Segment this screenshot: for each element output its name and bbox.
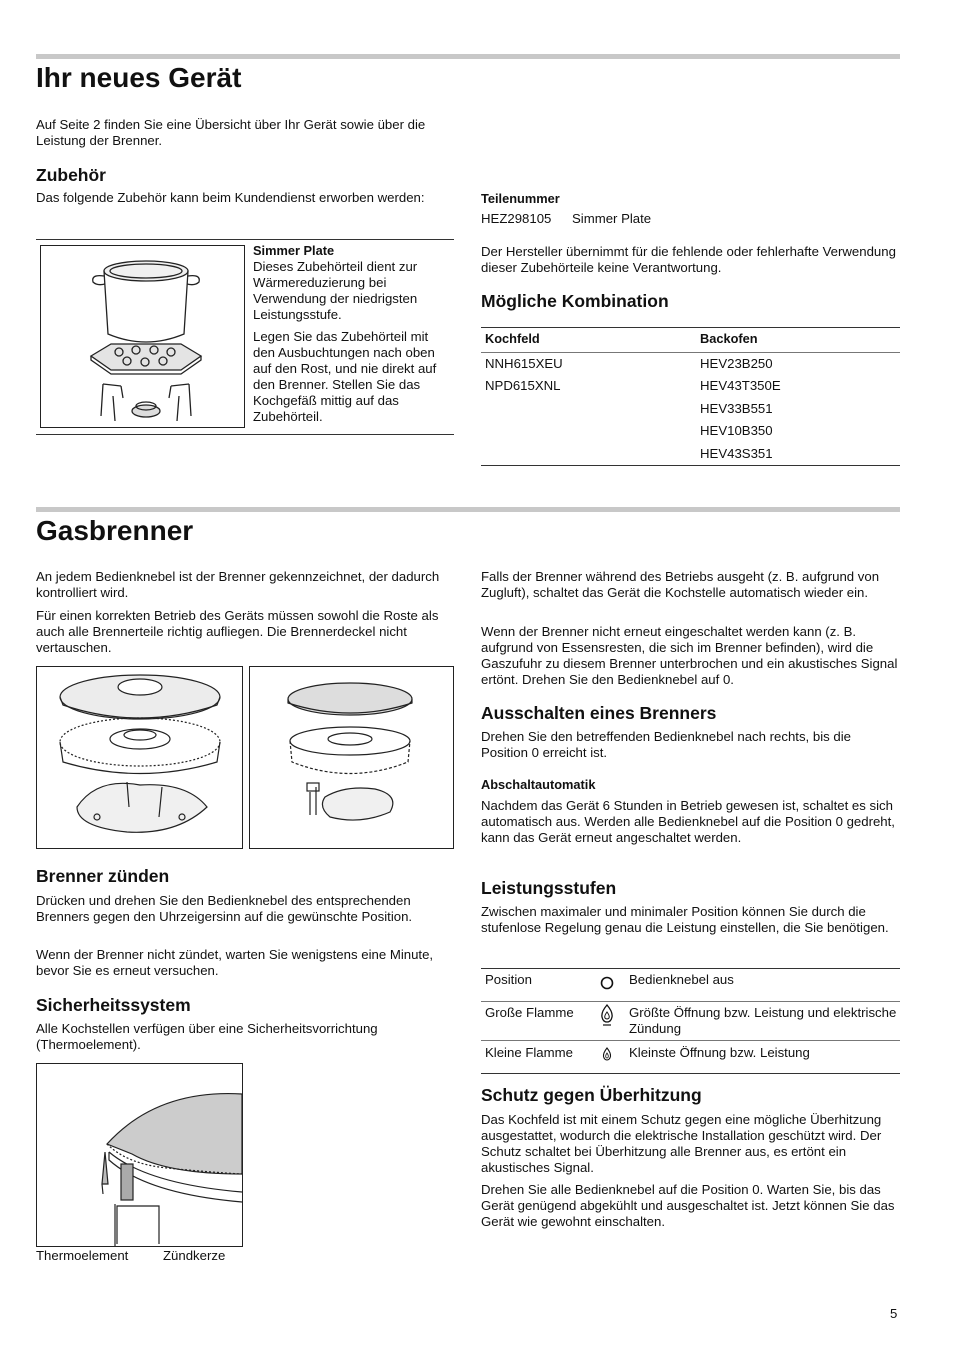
table-cell: NNH615XEU <box>485 356 563 371</box>
heading-sicherheitssystem: Sicherheitssystem <box>36 995 191 1015</box>
teilenummer-name: Simmer Plate <box>572 211 652 226</box>
right-text-2: Wenn der Brenner nicht erneut eingeschaltet werden kann (z. B. aufgrund von Essensresten, die sich im Brenner befinden), wird die Gaszufuhr zu diesem Brenner unterbrochen und ein akustisches Signal ertönt. Drehen Sie den Bedienknebel auf 0. <box>481 624 898 687</box>
large-flame-icon <box>600 1004 614 1026</box>
power-row-desc: Kleinste Öffnung bzw. Leistung <box>629 1045 810 1060</box>
intro-text-2: Für einen korrekten Betrieb des Geräts müssen sowohl die Roste als auch alle Brennerteile richtig aufliegen. Die Brennerdeckel nicht vertauschen. <box>36 608 439 655</box>
heading-schutz: Schutz gegen Überhitzung <box>481 1085 702 1105</box>
simmer-plate-text-1: Dieses Zubehörteil dient zur Wärmereduzierung bei Verwendung der niedrigsten Leistungsstufe. <box>253 259 418 322</box>
heading-zubehoer: Zubehör <box>36 165 106 185</box>
teilenummer-label: Teilenummer <box>481 191 560 206</box>
ausschalten-text: Drehen Sie den betreffenden Bedienknebel nach rechts, bis die Position 0 erreicht ist. <box>481 729 851 760</box>
power-row-desc: Bedienknebel aus <box>629 972 734 987</box>
power-row-label: Kleine Flamme <box>485 1045 573 1060</box>
table-bottom-rule <box>481 1073 900 1074</box>
abschaltautomatik-text: Nachdem das Gerät 6 Stunden in Betrieb gewesen ist, schaltet es sich automatisch aus. Werden alle Bedienknebel auf die Position 0 gedreht, kann das Gerät erneut angeschaltet werden. <box>481 798 895 845</box>
sicherheit-text: Alle Kochstellen verfügen über eine Sicherheitsvorrichtung (Thermoelement). <box>36 1021 378 1052</box>
power-row-label: Große Flamme <box>485 1005 574 1020</box>
circle-icon <box>600 976 614 990</box>
simmer-plate-title: Simmer Plate <box>253 243 335 258</box>
intro-text-1: An jedem Bedienknebel ist der Brenner gekennzeichnet, der dadurch kontrolliert wird. <box>36 569 440 600</box>
zuenden-text-1: Drücken und drehen Sie den Bedienknebel des entsprechenden Brenners gegen den Uhrzeigersinn auf die gewünschte Position. <box>36 893 413 924</box>
heading-brenner-zuenden: Brenner zünden <box>36 866 170 886</box>
table-row-rule <box>481 1040 900 1041</box>
label-thermoelement: Thermoelement <box>36 1248 129 1263</box>
disclaimer-text: Der Hersteller übernimmt für die fehlende oder fehlerhafte Verwendung dieser Zubehörteile keine Verantwortung. <box>481 244 896 275</box>
power-row-label: Position <box>485 972 532 987</box>
section-title-neues-geraet: Ihr neues Gerät <box>36 62 242 93</box>
table-header-rule <box>481 352 900 353</box>
section-title-gasbrenner: Gasbrenner <box>36 515 194 546</box>
table-cell: HEV43S351 <box>700 446 773 461</box>
table-header-kochfeld: Kochfeld <box>485 331 540 346</box>
table-top-rule <box>481 968 900 969</box>
label-zuendkerze: Zündkerze <box>163 1248 226 1263</box>
table-cell: NPD615XNL <box>485 378 561 393</box>
table-row-rule <box>481 1001 900 1002</box>
intro-text: Auf Seite 2 finden Sie eine Übersicht über Ihr Gerät sowie über die Leistung der Brenner. <box>36 117 426 148</box>
divider <box>36 239 454 240</box>
table-header-backofen: Backofen <box>700 331 758 346</box>
table-top-rule <box>481 327 900 328</box>
page-number: 5 <box>890 1306 898 1321</box>
leistung-text: Zwischen maximaler und minimaler Position können Sie durch die stufenlose Regelung genau die Leistung einstellen, die Sie benötigen. <box>481 904 889 935</box>
zuenden-text-2: Wenn der Brenner nicht zündet, warten Sie wenigstens eine Minute, bevor Sie es erneut versuchen. <box>36 947 434 978</box>
simmer-plate-illustration <box>40 245 245 428</box>
table-cell: HEV10B350 <box>700 423 773 438</box>
table-cell: HEV43T350E <box>700 378 781 393</box>
zubehoer-text: Das folgende Zubehör kann beim Kundendienst erworben werden: <box>36 190 425 205</box>
power-row-desc: Größte Öffnung bzw. Leistung und elektrische Zündung <box>629 1005 897 1036</box>
table-cell: HEV33B551 <box>700 401 773 416</box>
schutz-text-1: Das Kochfeld ist mit einem Schutz gegen eine mögliche Überhitzung ausgestattet, wodurch die elektrische Installation geschützt wird. Der Schutz schaltet bei Überhitzung alle Brenner aus, es ertönt ein akustisches Signal. <box>481 1112 882 1175</box>
right-text-1: Falls der Brenner während des Betriebs ausgeht (z. B. aufgrund von Zugluft), schaltet das Gerät die Kochstelle automatisch wieder ein. <box>481 569 880 600</box>
divider <box>36 434 454 435</box>
section-rule <box>36 507 900 512</box>
table-cell: HEV23B250 <box>700 356 773 371</box>
small-flame-icon <box>602 1047 612 1063</box>
heading-ausschalten: Ausschalten eines Brenners <box>481 703 717 723</box>
teilenummer-number: HEZ298105 <box>481 211 552 226</box>
heading-kombination: Mögliche Kombination <box>481 291 669 311</box>
heading-leistungsstufen: Leistungsstufen <box>481 878 617 898</box>
abschaltautomatik-heading: Abschaltautomatik <box>481 777 596 792</box>
section-rule <box>36 54 900 59</box>
large-burner-illustration <box>36 666 243 849</box>
table-bottom-rule <box>481 465 900 466</box>
small-burner-illustration <box>249 666 454 849</box>
simmer-plate-text-2: Legen Sie das Zubehörteil mit den Ausbuchtungen nach oben auf den Rost, und nie direkt auf den Brenner. Stellen Sie das Kochgefäß mittig auf das Zubehörteil. <box>253 329 437 424</box>
thermoelement-illustration <box>36 1063 243 1247</box>
schutz-text-2: Drehen Sie alle Bedienknebel auf die Position 0. Warten Sie, bis das Gerät genügend abgekühlt und ausgeschaltet ist. Jetzt können Sie das Gerät wie gewohnt einschalten. <box>481 1182 895 1229</box>
